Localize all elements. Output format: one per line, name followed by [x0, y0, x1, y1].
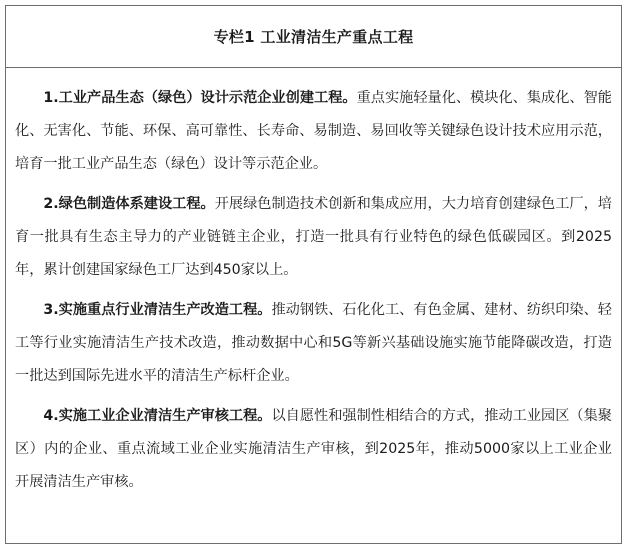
project-item-2-text: 开展绿色制造技术创新和集成应用，大力培育创建绿色工厂，培育一批具有生态主导力的产业链链主企业，打造一批具有行业特色的绿色低碳园区。到2025年，累计创建国家绿色工厂达到450家以上。 [15, 196, 612, 278]
project-item-3 [15, 294, 612, 393]
project-item-1-text: 重点实施轻量化、模块化、集成化、智能化、无害化、节能、环保、高可靠性、长寿命、易制造、易回收等关键绿色设计技术应用示范，培育一批工业产品生态（绿色）设计等示范企业。 [15, 90, 612, 172]
column-content [6, 68, 621, 499]
project-item-2-heading: 2.绿色制造体系建设工程。 [43, 196, 215, 212]
project-item-4-text: 以自愿性和强制性相结合的方式，推动工业园区（集聚区）内的企业、重点流域工业企业实施清洁生产审核，到2025年，推动5000家以上工业企业开展清洁生产审核。 [15, 408, 612, 490]
project-item-3-text: 推动钢铁、石化化工、有色金属、建材、纺织印染、轻工等行业实施清洁生产技术改造，推动数据中心和5G等新兴基础设施实施节能降碳改造，打造一批达到国际先进水平的清洁生产标杆企业。 [15, 302, 612, 384]
project-item-1-heading: 1.工业产品生态（绿色）设计示范企业创建工程。 [43, 90, 357, 106]
project-item-4-heading: 4.实施工业企业清洁生产审核工程。 [43, 408, 272, 424]
column-title: 专栏1 工业清洁生产重点工程 [6, 6, 621, 68]
project-item-4 [15, 400, 612, 499]
column-box [5, 5, 622, 544]
project-item-2 [15, 188, 612, 287]
project-item-1 [15, 82, 612, 181]
project-item-3-heading: 3.实施重点行业清洁生产改造工程。 [43, 302, 272, 318]
